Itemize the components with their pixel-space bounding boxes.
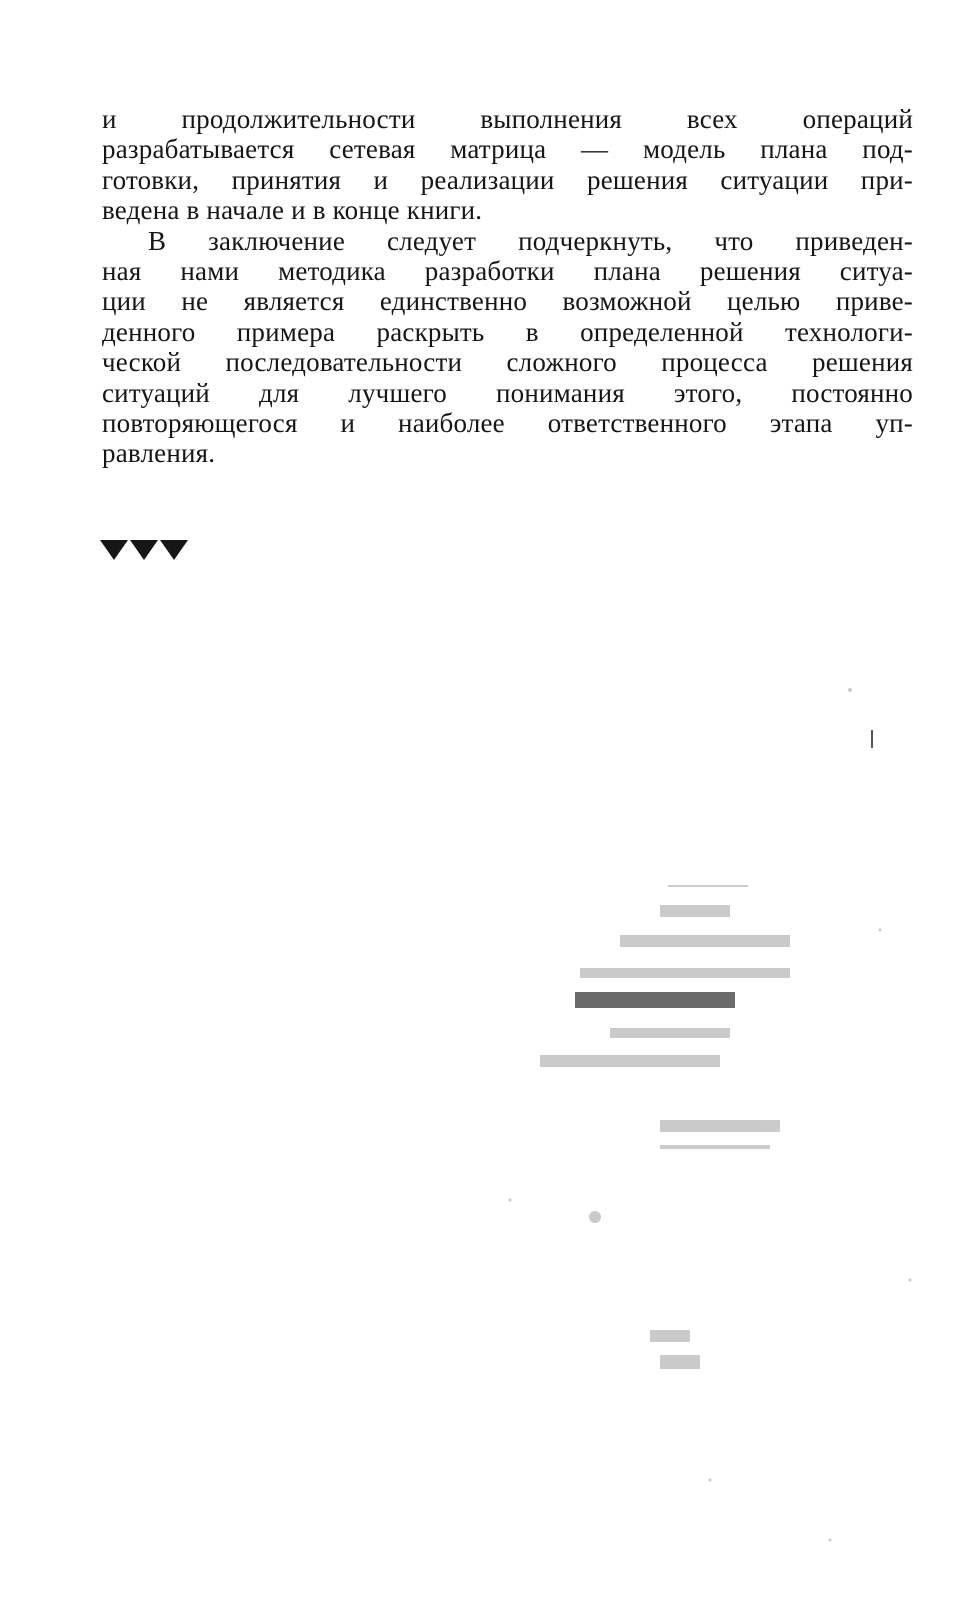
text-line: готовки, принятия и реализации решения ситуации при- xyxy=(102,164,913,195)
faded-library-stamp-icon xyxy=(500,600,940,1590)
text-line: В заключение следует подчеркнуть, что приведен- xyxy=(148,225,913,256)
paragraph-1 xyxy=(102,104,913,226)
triple-triangle-ornament-icon xyxy=(100,538,190,562)
text-line: ческой последовательности сложного процесса решения xyxy=(102,347,913,378)
text-line: разрабатывается сетевая матрица — модель плана под- xyxy=(102,134,913,165)
text-line: повторяющегося и наиболее ответственного этапа уп- xyxy=(102,407,913,438)
text-line: ситуаций для лучшего понимания этого, постоянно xyxy=(102,377,913,408)
text-line: равления. xyxy=(102,438,216,469)
text-line: денного примера раскрыть в определенной технологи- xyxy=(102,316,913,347)
text-line: ная нами методика разработки плана решения ситуа- xyxy=(102,255,913,286)
paragraph-2 xyxy=(102,226,913,469)
text-line: ции не является единственно возможной целью приве- xyxy=(102,286,913,317)
text-line: ведена в начале и в конце книги. xyxy=(102,195,483,226)
text-line: и продолжительности выполнения всех операций xyxy=(102,104,913,134)
body-text xyxy=(102,104,913,469)
